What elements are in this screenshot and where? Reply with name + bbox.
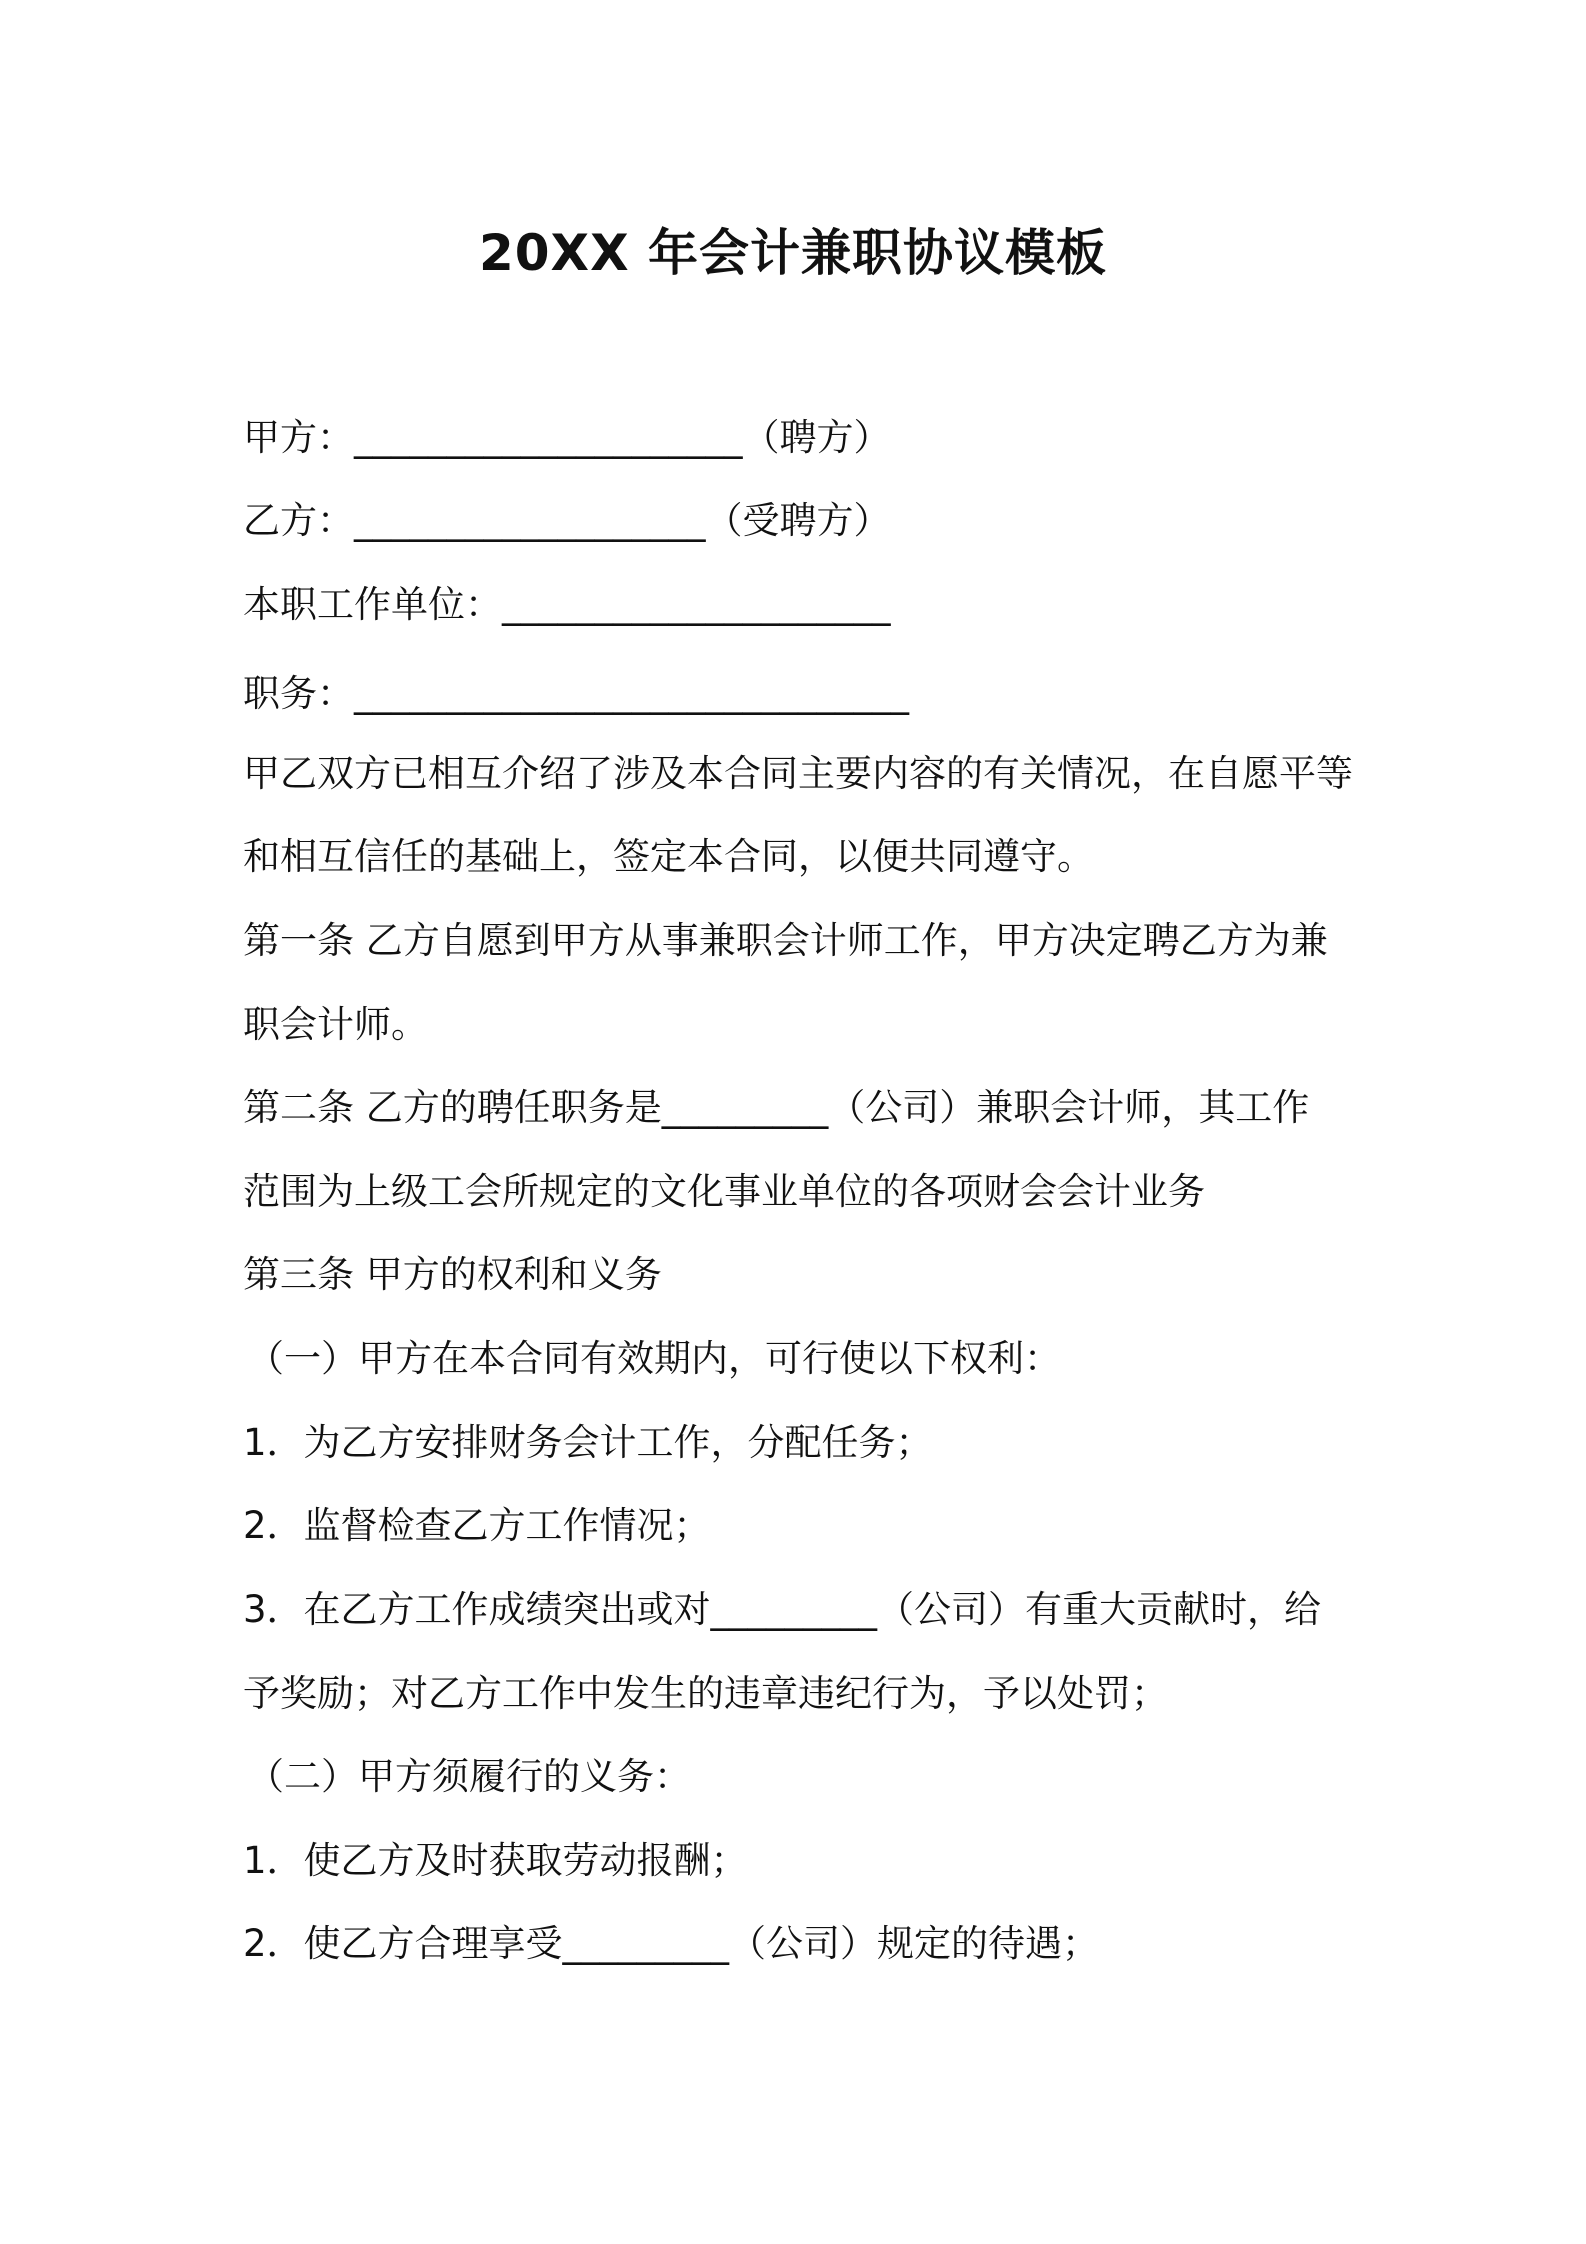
article-1-line-2: 职会计师。 — [243, 1003, 428, 1046]
preamble-line-1: 甲乙双方已相互介绍了涉及本合同主要内容的有关情况，在自愿平等 — [243, 752, 1353, 795]
article-3-heading: 第三条 甲方的权利和义务 — [243, 1253, 662, 1296]
party-a-line: 甲方：_____________________（聘方） — [243, 416, 891, 459]
work-unit-line: 本职工作单位：_____________________ — [243, 583, 891, 626]
article-1-line-1: 第一条 乙方自愿到甲方从事兼职会计师工作，甲方决定聘乙方为兼 — [243, 919, 1328, 962]
document-title: 20XX 年会计兼职协议模板 — [478, 224, 1108, 282]
rights-item-3-line-1: 3．在乙方工作成绩突出或对_________（公司）有重大贡献时，给 — [243, 1588, 1322, 1631]
rights-heading: （一）甲方在本合同有效期内，可行使以下权利： — [247, 1337, 1061, 1380]
article-2-line-2: 范围为上级工会所规定的文化事业单位的各项财会会计业务 — [243, 1170, 1205, 1213]
position-line: 职务：______________________________ — [243, 672, 909, 715]
rights-item-1: 1．为乙方安排财务会计工作，分配任务； — [243, 1421, 933, 1464]
rights-item-2: 2．监督检查乙方工作情况； — [243, 1504, 711, 1547]
obligations-item-1: 1．使乙方及时获取劳动报酬； — [243, 1839, 748, 1882]
party-b-line: 乙方：___________________（受聘方） — [243, 499, 891, 542]
rights-item-3-line-2: 予奖励；对乙方工作中发生的违章违纪行为，予以处罚； — [243, 1672, 1168, 1715]
obligations-heading: （二）甲方须履行的义务： — [247, 1755, 691, 1798]
article-2-line-1: 第二条 乙方的聘任职务是_________（公司）兼职会计师，其工作 — [243, 1086, 1310, 1129]
obligations-item-2: 2．使乙方合理享受_________（公司）规定的待遇； — [243, 1922, 1100, 1965]
preamble-line-2: 和相互信任的基础上，签定本合同，以便共同遵守。 — [243, 835, 1094, 878]
